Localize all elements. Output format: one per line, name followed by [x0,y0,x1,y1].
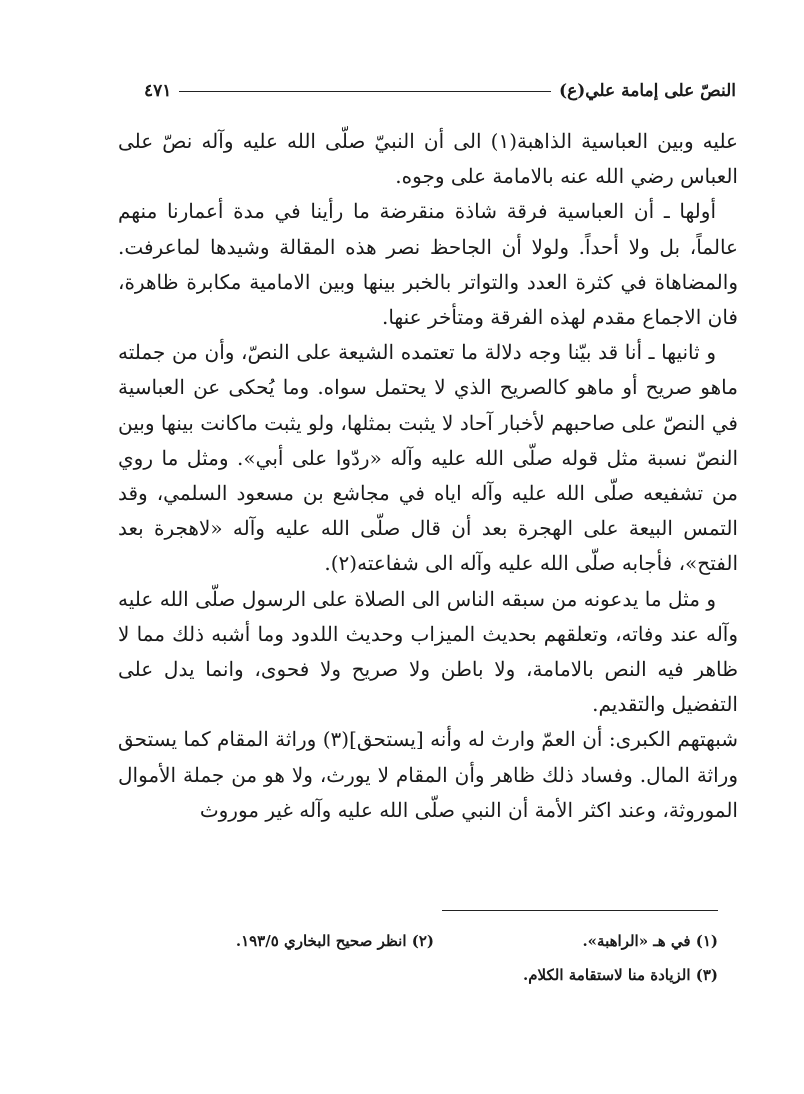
paragraph-3: و ثانيها ـ أنا قد بيّنا وجه دلالة ما تعتمده الشيعة على النصّ، وأن من جملته ماهو صريح أو ماهو كالصريح الذي لا يحتمل سواه. وما يُحكى عن العباسية في النصّ على صاحبهم لأخبار آحاد لا يثبت بمثلها، ولو يثبت ماكانت بينها وبين النصّ نسبة مثل قوله صلّى الله عليه وآله «ردّوا على أبي». ومثل ما روي من تشفيعه صلّى الله عليه وآله اياه في مجاشع بن مسعود السلمي، وقد التمس البيعة على الهجرة بعد أن قال صلّى الله عليه وآله «لاهجرة بعد الفتح»، فأجابه صلّى الله عليه وآله الى شفاعته(٢). [118,340,738,576]
footnote-2: (٢) انظر صحيح البخاري ١٩٣/٥. [235,932,434,950]
page-header [144,74,736,108]
paragraph-1: عليه وبين العباسية الذاهبة(١) الى أن النبيّ صلّى الله عليه وآله نصّ على العباس رضي الله عنه بالامامة على وجوه. [118,129,738,189]
footnotes [150,924,718,992]
running-title: النصّ على إمامة علي(ع) [559,81,736,101]
page-number: ٤٧١ [144,81,172,101]
paragraph-2: أولها ـ أن العباسية فرقة شاذة منقرضة ما رأينا في مدة أعمارنا منهم عالماً، بل ولا أحداً. ولولا أن الجاحظ نصر هذه المقالة وشيدها لماعرفت. والمضاهاة في كثرة العدد والتواتر بالخبر بينها وبين الامامية مكابرة ظاهرة، فان الاجماع مقدم لهذه الفرقة ومتأخر عنها. [118,199,738,330]
header-rule [179,91,551,92]
body-text [118,124,738,828]
footnote-3: (٣) الزيادة منا لاستقامة الكلام. [523,966,718,984]
footnote-rule [442,910,718,911]
paragraph-5: شبهتهم الكبرى: أن العمّ وارث له وأنه [يستحق](٣) وراثة المقام كما يستحق وراثة المال. وفساد ذلك ظاهر وأن المقام لا يورث، ولا هو من جملة الأموال الموروثة، وعند اكثر الأمة أن النبي صلّى الله عليه وآله غير موروث [118,727,738,822]
footnote-1: (١) في هـ «الراهبة». [582,932,718,950]
paragraph-4: و مثل ما يدعونه من سبقه الناس الى الصلاة على الرسول صلّى الله عليه وآله عند وفاته، وتعلقهم بحديث الميزاب وحديث اللدود وما أشبه ذلك مما لا ظاهر فيه النص بالامامة، ولا باطن ولا صريح ولا فحوى، وانما يدل على التفضيل والتقديم. [118,586,738,717]
